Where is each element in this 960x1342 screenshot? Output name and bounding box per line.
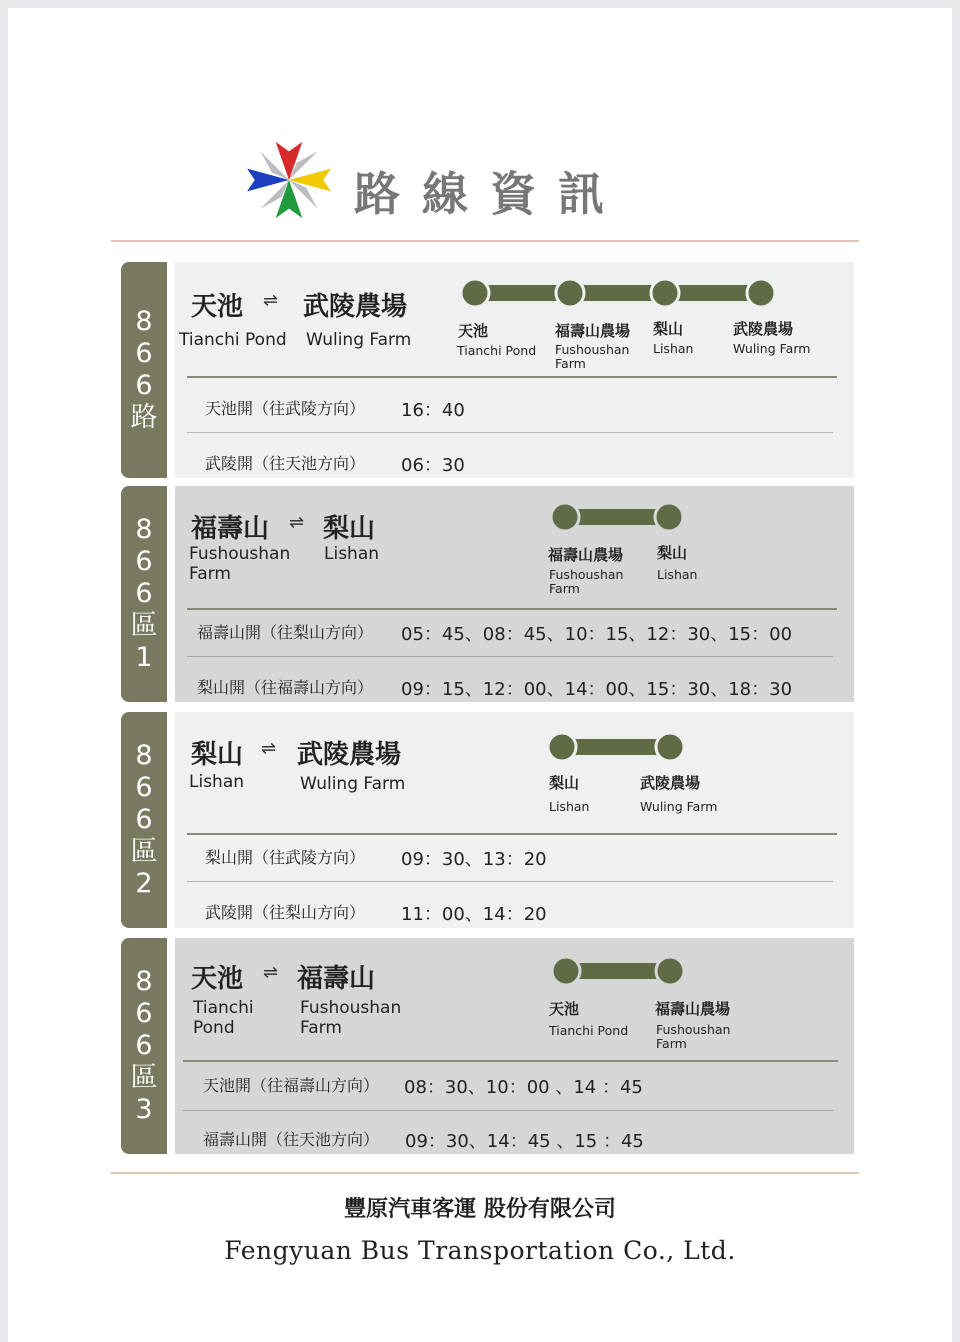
top-divider (111, 240, 859, 242)
company-name-cn: 豐原汽車客運 股份有限公司 (344, 1196, 616, 1222)
section-divider (187, 833, 837, 835)
row-divider (187, 881, 833, 882)
bidirectional-arrow-icon: ⇌ (261, 738, 277, 759)
stop-name-en: Fushoushan Farm (656, 1022, 731, 1051)
route-tab-char: 6 (135, 772, 153, 803)
route-origin: 天池 (191, 964, 244, 994)
route-destination-en: Wuling Farm (306, 330, 412, 350)
stop-name: 梨山 (549, 774, 580, 792)
schedule-times: 05：45、08：45、10：15、12：30、15：00 (401, 624, 793, 645)
schedule-times: 06：30 (401, 455, 465, 476)
route-tab-char: 6 (135, 338, 153, 369)
route-tab-char: 區 (130, 1062, 158, 1093)
schedule-label: 梨山開（往武陵方向） (205, 848, 366, 867)
stop-name-en: Tianchi Pond (457, 343, 537, 358)
route-destination-en: Fushoushan Farm (300, 998, 402, 1038)
stop-name-en: Fushoushan Farm (549, 567, 624, 596)
route-panel (175, 938, 854, 1154)
route-tab-char: 8 (135, 966, 153, 997)
route-section-866-3 (121, 938, 854, 1154)
company-name-en: Fengyuan Bus Transportation Co., Ltd. (224, 1236, 736, 1265)
route-tab-char: 6 (135, 578, 153, 609)
route-tab-char: 8 (135, 514, 153, 545)
schedule-label: 梨山開（往福壽山方向） (197, 678, 374, 697)
route-tab-char: 8 (135, 306, 153, 337)
bidirectional-arrow-icon: ⇌ (289, 512, 305, 533)
route-tab-char: 6 (135, 804, 153, 835)
route-destination: 武陵農場 (297, 740, 402, 770)
schedule-times: 09：15、12：00、14：00、15：30、18：30 (401, 679, 793, 700)
header (246, 136, 666, 226)
stop-name: 梨山 (653, 320, 684, 338)
stop-name-en: Wuling Farm (733, 341, 811, 356)
schedule-times: 09：30、14：45 、15 ：45 (405, 1131, 644, 1152)
route-map (455, 274, 775, 314)
route-section-866 (121, 262, 854, 478)
route-tab (121, 712, 167, 928)
stop-name-en: Tianchi Pond (549, 1023, 629, 1038)
row-divider (187, 656, 833, 657)
route-map (551, 498, 691, 538)
page-title: 路線資訊 (354, 167, 626, 221)
schedule-label: 福壽山開（往梨山方向） (197, 623, 374, 642)
route-tab-char: 6 (135, 370, 153, 401)
route-tab-char: 6 (135, 546, 153, 577)
route-origin-en: Tianchi Pond (179, 330, 287, 350)
page (8, 8, 952, 1342)
schedule-times: 11：00、14：20 (401, 904, 547, 925)
route-destination-en: Lishan (324, 544, 380, 564)
row-divider (187, 432, 833, 433)
route-tab-char: 8 (135, 740, 153, 771)
route-tab-char: 路 (130, 402, 158, 433)
schedule-times: 16：40 (401, 400, 465, 421)
route-section-866-1 (121, 486, 854, 702)
bidirectional-arrow-icon: ⇌ (263, 962, 279, 983)
route-map (552, 952, 692, 992)
stop-name-en: Wuling Farm (640, 799, 718, 814)
row-divider (183, 1110, 833, 1111)
company-logo-icon (246, 140, 332, 220)
route-tab-char: 6 (135, 1030, 153, 1061)
stop-name: 福壽山農場 (555, 322, 631, 340)
route-destination: 梨山 (323, 514, 376, 544)
bottom-divider (111, 1172, 859, 1174)
route-tab (121, 262, 167, 478)
stop-name-en: Fushoushan Farm (555, 342, 630, 371)
section-divider (187, 608, 837, 610)
stop-name: 天池 (549, 1000, 580, 1018)
schedule-label: 武陵開（往天池方向） (205, 454, 366, 473)
route-panel (175, 486, 854, 702)
route-tab-char: 6 (135, 998, 153, 1029)
route-map (548, 728, 688, 768)
stop-name: 武陵農場 (733, 320, 794, 338)
bidirectional-arrow-icon: ⇌ (263, 290, 279, 311)
schedule-label: 天池開（往福壽山方向） (203, 1076, 380, 1095)
schedule-times: 09：30、13：20 (401, 849, 547, 870)
route-origin: 福壽山 (191, 514, 270, 544)
stop-name-en: Lishan (657, 567, 698, 582)
route-tab-char: 2 (135, 868, 153, 899)
stop-name: 福壽山農場 (655, 1000, 731, 1018)
stop-name-en: Lishan (549, 799, 590, 814)
route-origin-en: Lishan (189, 772, 245, 792)
stop-name: 天池 (458, 322, 489, 340)
route-destination: 武陵農場 (303, 292, 408, 322)
schedule-times: 08：30、10：00 、14 ：45 (404, 1077, 643, 1098)
schedule-label: 福壽山開（往天池方向） (203, 1130, 380, 1149)
route-section-866-2 (121, 712, 854, 928)
section-divider (187, 376, 837, 378)
section-divider (183, 1060, 838, 1062)
route-tab (121, 486, 167, 702)
schedule-label: 武陵開（往梨山方向） (205, 903, 366, 922)
route-origin: 梨山 (191, 740, 244, 770)
route-origin: 天池 (191, 292, 244, 322)
schedule-label: 天池開（往武陵方向） (205, 399, 366, 418)
stop-name: 福壽山農場 (548, 546, 624, 564)
route-tab (121, 938, 167, 1154)
stop-name-en: Lishan (653, 341, 694, 356)
route-origin-en: Fushoushan Farm (189, 544, 291, 584)
stop-name: 梨山 (657, 544, 688, 562)
route-destination-en: Wuling Farm (300, 774, 406, 794)
route-panel (175, 712, 854, 928)
route-tab-char: 1 (135, 642, 153, 673)
route-panel (175, 262, 854, 478)
route-tab-char: 區 (130, 610, 158, 641)
route-tab-char: 區 (130, 836, 158, 867)
route-destination: 福壽山 (297, 964, 376, 994)
route-origin-en: Tianchi Pond (193, 998, 254, 1038)
route-tab-char: 3 (135, 1094, 153, 1125)
stop-name: 武陵農場 (640, 774, 701, 792)
